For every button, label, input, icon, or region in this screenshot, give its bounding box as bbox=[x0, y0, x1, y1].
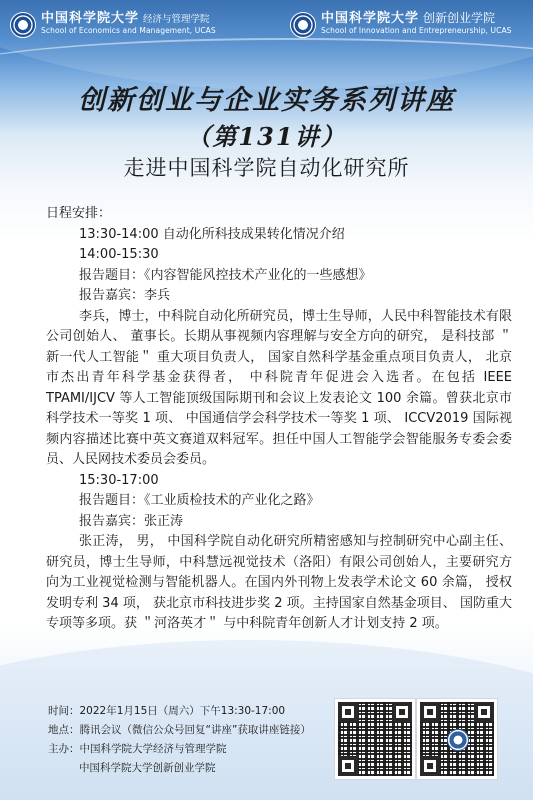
logo-school-english: School of Innovation and Entrepreneurship, UCAS bbox=[321, 25, 512, 35]
event-time-row bbox=[48, 702, 333, 721]
session2-speaker-bio: 李兵，博士，中科院自动化所研究员，博士生导师，人民中科智能技术有限公司创始人、 董事长。长期从事视频内容理解与安全方向的研究， 是科技部 ＂新一代人工智能＂ 重大项目负责人， 国家自然科学基金重点项目负责人， 北京市杰出青年科学基金获得者， 中科院青年促进会入选者。在包括 IEEE TPAMI/IJCV 等人工智能顶级国际期刊和会议上发表论文 100 余篇。曾获北京市科学技术一等奖 1 项、 中国通信学会科学技术一等奖 1 项、 ICCV2019 国际视频内容描述比赛中英文赛道双料冠军。担任中国人工智能学会智能服务专委会委员、人民网技术委员会委员。 bbox=[46, 308, 512, 467]
schedule-heading: 日程安排： bbox=[46, 206, 112, 221]
ucas-emblem-icon bbox=[447, 729, 469, 751]
event-location-row bbox=[48, 721, 333, 740]
event-host-label: 主办： bbox=[48, 743, 80, 755]
event-time-value: 2022年1月15日（周六）下午13:30-17:00 bbox=[79, 705, 286, 717]
lecture-series-title: 创新创业与企业实务系列讲座 bbox=[78, 85, 455, 116]
session2-speaker: 报告嘉宾：李兵 bbox=[79, 288, 171, 303]
event-host-2: 中国科学院大学创新创业学院 bbox=[79, 762, 216, 774]
session3-speaker: 报告嘉宾：张正涛 bbox=[79, 513, 184, 529]
ucas-emblem-icon bbox=[290, 12, 316, 38]
session2-topic: 报告题目：《内容智能风控技术产业化的一些感想》 bbox=[79, 267, 372, 283]
logo-school-name: 经济与管理学院 bbox=[143, 14, 210, 25]
logo-school-economics-management bbox=[10, 12, 216, 38]
logo-school-name: 创新创业学院 bbox=[423, 11, 496, 25]
qr-code-icon[interactable] bbox=[334, 698, 416, 780]
logo-university-name: 中国科学院大学 bbox=[321, 11, 420, 26]
qr-code-icon[interactable] bbox=[416, 698, 498, 780]
schedule-section bbox=[46, 204, 512, 635]
event-host-row-2 bbox=[48, 759, 333, 778]
session1-time-topic: 13:30-14:00 自动化所科技成果转化情况介绍 bbox=[79, 226, 345, 242]
session3-speaker-bio: 张正涛， 男， 中国科学院自动化研究所精密感知与控制研究中心副主任、研究员，博士生导师，中科慧远视觉技术（洛阳）有限公司创始人，主要研究方向为工业视觉检测与智能机器人。在国内外刊物上发表学术论文 60 余篇， 授权发明专利 34 项， 获北京市科技进步奖 2 项。主持国家自然基金项目、 国防重大专项等多项。获 ＂河洛英才＂ 与中科院青年创新人才计划支持 2 项。 bbox=[46, 534, 512, 631]
event-host-row bbox=[48, 740, 333, 759]
logo-university-name: 中国科学院大学 bbox=[41, 11, 140, 26]
lecture-number: （第131讲） bbox=[186, 122, 347, 151]
session3-time: 15:30-17:00 bbox=[79, 472, 159, 488]
event-location-value: 腾讯会议（微信公众号回复“讲座”获取讲座链接） bbox=[79, 724, 311, 736]
event-info bbox=[48, 702, 333, 778]
logo-school-innovation-entrepreneurship bbox=[290, 12, 512, 38]
session2-time: 14:00-15:30 bbox=[79, 247, 159, 262]
session3-topic: 报告题目：《工业质检技术的产业化之路》 bbox=[79, 493, 320, 508]
lecture-subtitle: 走进中国科学院自动化研究所 bbox=[123, 156, 410, 180]
event-time-label: 时间： bbox=[48, 705, 80, 717]
ucas-emblem-icon bbox=[10, 12, 36, 38]
event-host-1: 中国科学院大学经济与管理学院 bbox=[79, 743, 227, 755]
event-location-label: 地点： bbox=[48, 724, 80, 736]
logo-school-english: School of Economics and Management, UCAS bbox=[41, 25, 216, 35]
